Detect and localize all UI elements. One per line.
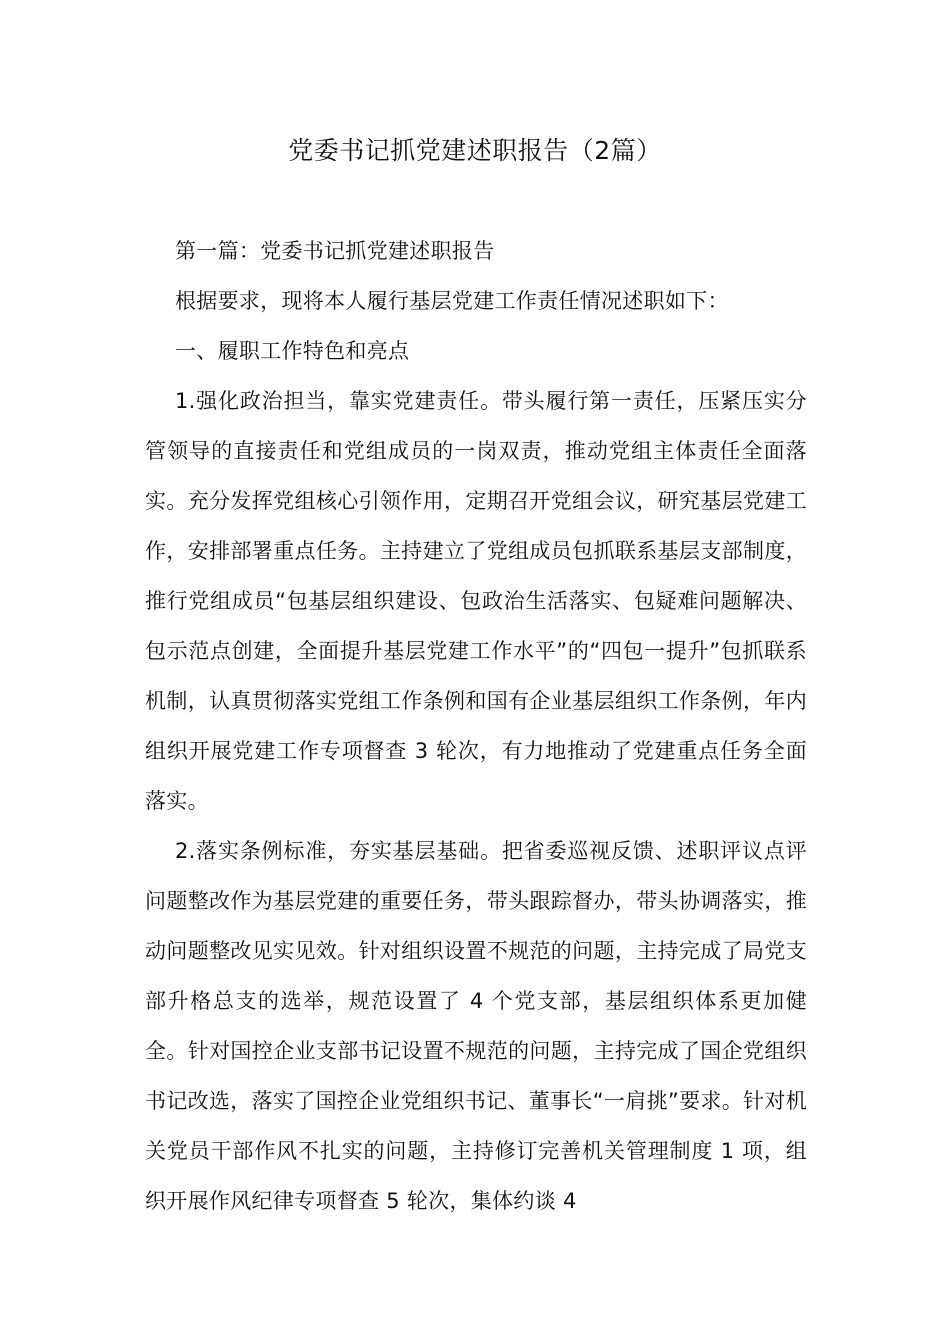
document-title: 党委书记抓党建述职报告（2篇）	[288, 136, 662, 165]
paragraph-item-2: 2.落实条例标准，夯实基层基础。把省委巡视反馈、述职评议点评问题整改作为基层党建的重要任务，带头跟踪督办，带头协调落实，推动问题整改见实见效。针对组织设置不规范的问题，主持完成了局党支部升格总支的选举，规范设置了 4 个党支部，基层组织体系更加健全。针对国控企业支部书记设置不规范的问题，主持完成了国企党组织书记改选，落实了国控企业党组织书记、董事长“一肩挑”要求。针对机关党员干部作风不扎实的问题，主持修订完善机关管理制度 1 项，组织开展作风纪律专项督查 5 轮次，集体约谈 4	[145, 839, 807, 1213]
document-body	[145, 226, 807, 1226]
paragraph-item-1: 1.强化政治担当，靠实党建责任。带头履行第一责任，压紧压实分管领导的直接责任和党组成员的一岗双责，推动党组主体责任全面落实。充分发挥党组核心引领作用，定期召开党组会议，研究基层党建工作，安排部署重点任务。主持建立了党组成员包抓联系基层支部制度，推行党组成员“包基层组织建设、包政治生活落实、包疑难问题解决、包示范点创建，全面提升基层党建工作水平”的“四包一提升”包抓联系机制，认真贯彻落实党组工作条例和国有企业基层组织工作条例，年内组织开展党建工作专项督查 3 轮次，有力地推动了党建重点任务全面落实。	[145, 389, 807, 813]
section-heading-part-one: 第一篇：党委书记抓党建述职报告	[175, 239, 495, 263]
section-heading-highlights: 一、履职工作特色和亮点	[175, 339, 410, 363]
intro-paragraph: 根据要求，现将本人履行基层党建工作责任情况述职如下：	[175, 289, 729, 313]
